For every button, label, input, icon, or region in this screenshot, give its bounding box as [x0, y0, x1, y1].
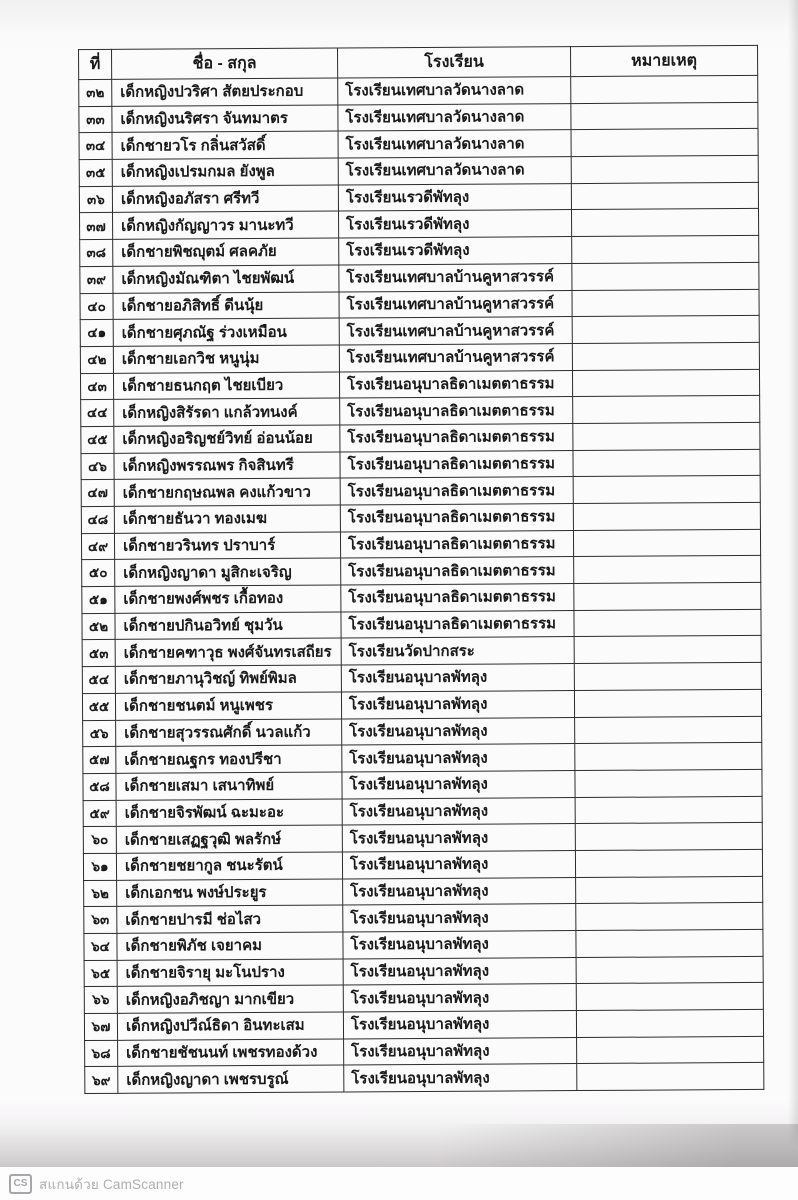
table-row — [81, 529, 760, 560]
remark-cell — [576, 1009, 763, 1037]
student-name: เด็กชายคฑาวุธ พงศ์จันทรเสถียร — [115, 638, 341, 666]
student-name: เด็กชายวโร กลิ่นสวัสดิ์ — [112, 131, 338, 159]
school-name: โรงเรียนอนุบาลพัทลุง — [342, 744, 575, 772]
student-name: เด็กชายสุวรรณศักดิ์ นวลแก้ว — [116, 718, 342, 746]
school-name: โรงเรียนเรวดีพัทลุง — [339, 237, 572, 265]
student-name: เด็กหญิงปวริศา สัตยประกอบ — [112, 78, 338, 106]
student-name: เด็กชายชนตม์ หนูเพชร — [115, 692, 341, 720]
remark-cell — [575, 823, 762, 851]
table-row — [84, 983, 763, 1014]
remark-cell — [576, 983, 763, 1011]
row-number: ๖๙ — [85, 1067, 118, 1094]
school-name: โรงเรียนเทศบาลบ้านคูหาสวรรค์ — [339, 343, 572, 371]
row-number: ๔๖ — [81, 453, 114, 480]
school-name: โรงเรียนอนุบาลพัทลุง — [344, 1064, 577, 1092]
student-name: เด็กหญิงอริญชย์วิทย์ อ่อนน้อย — [114, 425, 340, 453]
school-name: โรงเรียนอนุบาลพัทลุง — [342, 824, 575, 852]
remark-cell — [573, 502, 760, 530]
student-name: เด็กชายณฐกร ทองปรีชา — [116, 745, 342, 773]
row-number: ๔๙ — [81, 533, 114, 560]
row-number: ๖๔ — [84, 933, 117, 960]
table-row — [80, 209, 759, 240]
student-name: เด็กชายพิภัช เจยาคม — [117, 932, 343, 960]
student-name: เด็กหญิงญาดา มูสิกะเจริญ — [115, 558, 341, 586]
student-name: เด็กชายปกินอวิทย์ ชุมวัน — [115, 612, 341, 640]
row-number: ๖๑ — [83, 853, 116, 880]
camscanner-watermark — [0, 1167, 798, 1200]
table-row — [82, 689, 761, 720]
student-name: เด็กหญิงนริศรา จันทมาตร — [112, 105, 338, 133]
school-name: โรงเรียนอนุบาลธิดาเมตตาธรรม — [340, 397, 573, 425]
school-name: โรงเรียนอนุบาลพัทลุง — [344, 1037, 577, 1065]
camscanner-logo-icon: CS — [9, 1174, 32, 1194]
remark-cell — [574, 636, 761, 664]
student-name: เด็กหญิงกัญญาวร มานะทวี — [113, 211, 339, 239]
table-row — [82, 636, 761, 667]
school-name: โรงเรียนเทศบาลบ้านคูหาสวรรค์ — [339, 290, 572, 318]
school-name: โรงเรียนอนุบาลพัทลุง — [343, 957, 576, 985]
table-row — [82, 663, 761, 694]
table-row — [84, 1009, 763, 1040]
row-number: ๓๘ — [80, 239, 113, 266]
col-header-number: ที่ — [79, 49, 112, 79]
school-name: โรงเรียนอนุบาลธิดาเมตตาธรรม — [341, 557, 574, 585]
row-number: ๓๗ — [80, 213, 113, 240]
school-name: โรงเรียนอนุบาลธิดาเมตตาธรรม — [341, 610, 574, 638]
row-number: ๕๓ — [82, 640, 115, 667]
table-row — [85, 1036, 764, 1067]
student-name: เด็กชายเสฏฐวุฒิ พลรักษ์ — [116, 825, 342, 853]
student-name: เด็กชายศุภณัฐ ร่วงเหมือน — [113, 318, 339, 346]
col-header-note: หมายเหตุ — [571, 45, 758, 76]
table-row — [79, 182, 758, 213]
remark-cell — [576, 876, 763, 904]
student-name: เด็กชายพงศ์พชร เกื้อทอง — [115, 585, 341, 613]
remark-cell — [577, 1036, 764, 1064]
student-name: เด็กหญิงพรรณพร กิจสินทรี — [114, 452, 340, 480]
row-number: ๓๓ — [79, 106, 112, 133]
student-name: เด็กเอกชน พงษ์ประยูร — [117, 879, 343, 907]
table-row — [85, 1063, 764, 1094]
table-row — [83, 849, 762, 880]
table-row — [82, 556, 761, 587]
col-header-school: โรงเรียน — [338, 47, 571, 78]
row-number: ๕๕ — [82, 693, 115, 720]
remark-cell — [574, 582, 761, 610]
table-row — [82, 609, 761, 640]
table-row — [81, 422, 760, 453]
remark-cell — [573, 422, 760, 450]
student-name: เด็กหญิงญาดา เพชรบรูณ์ — [118, 1065, 344, 1093]
row-number: ๔๓ — [80, 373, 113, 400]
student-name: เด็กหญิงอภัสรา ศรีทวี — [112, 185, 338, 213]
row-number: ๖๒ — [84, 880, 117, 907]
school-name: โรงเรียนอนุบาลพัทลุง — [343, 904, 576, 932]
remark-cell — [574, 663, 761, 691]
student-name: เด็กหญิงปวีณ์ธิดา อินทะเสม — [117, 1012, 343, 1040]
table-row — [80, 316, 759, 347]
remark-cell — [573, 449, 760, 477]
table-row — [81, 476, 760, 507]
table-row — [80, 369, 759, 400]
remark-cell — [575, 849, 762, 877]
remark-cell — [576, 903, 763, 931]
row-number: ๕๘ — [83, 773, 116, 800]
row-number: ๖๘ — [85, 1040, 118, 1067]
school-name: โรงเรียนอนุบาลพัทลุง — [343, 984, 576, 1012]
table-row — [80, 262, 759, 293]
table-row — [79, 102, 758, 133]
row-number: ๖๖ — [84, 987, 117, 1014]
row-number: ๔๔ — [81, 400, 114, 427]
student-name: เด็กหญิงเปรมกมล ยังพูล — [112, 158, 338, 186]
table-row — [79, 129, 758, 160]
remark-cell — [577, 1063, 764, 1091]
school-name: โรงเรียนอนุบาลพัทลุง — [343, 877, 576, 905]
remark-cell — [571, 102, 758, 130]
table-row — [81, 502, 760, 533]
school-name: โรงเรียนเทศบาลวัดนางลาด — [338, 157, 571, 185]
remark-cell — [574, 609, 761, 637]
table-row — [83, 716, 762, 747]
table-row — [81, 396, 760, 427]
row-number: ๕๗ — [83, 747, 116, 774]
school-name: โรงเรียนเทศบาลบ้านคูหาสวรรค์ — [339, 263, 572, 291]
remark-cell — [573, 529, 760, 557]
student-name: เด็กชายพิชญุตม์ ศลคภัย — [113, 238, 339, 266]
school-name: โรงเรียนเรวดีพัทลุง — [338, 183, 571, 211]
table-row — [79, 75, 758, 106]
remark-cell — [575, 796, 762, 824]
student-name: เด็กชายจิรายุ มะโนปราง — [117, 959, 343, 987]
row-number: ๕๐ — [82, 560, 115, 587]
student-name: เด็กหญิงสิรัรดา แกล้วทนงค์ — [114, 398, 340, 426]
remark-cell — [571, 75, 758, 103]
school-name: โรงเรียนวัดปากสระ — [341, 637, 574, 665]
school-name: โรงเรียนอนุบาลธิดาเมตตาธรรม — [340, 450, 573, 478]
student-name: เด็กชายจิรพัฒน์ ฉะมะอะ — [116, 799, 342, 827]
school-name: โรงเรียนอนุบาลธิดาเมตตาธรรม — [340, 504, 573, 532]
remark-cell — [571, 129, 758, 157]
table-row — [80, 342, 759, 373]
row-number: ๔๒ — [80, 346, 113, 373]
remark-cell — [574, 556, 761, 584]
col-header-name: ชื่อ - สกุล — [112, 48, 338, 79]
row-number: ๕๔ — [82, 666, 115, 693]
table-body — [79, 75, 764, 1093]
student-name: เด็กหญิงอภิชญา มากเขียว — [117, 985, 343, 1013]
row-number: ๖๓ — [84, 907, 117, 934]
table-row — [83, 796, 762, 827]
student-name: เด็กชายวรินทร ปราบาร์ — [114, 532, 340, 560]
student-table — [78, 45, 764, 1094]
school-name: โรงเรียนเทศบาลวัดนางลาด — [338, 77, 571, 105]
school-name: โรงเรียนอนุบาลพัทลุง — [342, 717, 575, 745]
row-number: ๖๕ — [84, 960, 117, 987]
table-row — [80, 289, 759, 320]
table-header-row — [79, 45, 758, 79]
student-name: เด็กชายกฤษณพล คงแก้วขาว — [114, 478, 340, 506]
remark-cell — [575, 716, 762, 744]
school-name: โรงเรียนอนุบาลธิดาเมตตาธรรม — [340, 530, 573, 558]
school-name: โรงเรียนเทศบาลบ้านคูหาสวรรค์ — [339, 317, 572, 345]
school-name: โรงเรียนอนุบาลธิดาเมตตาธรรม — [340, 477, 573, 505]
remark-cell — [571, 209, 758, 237]
student-name: เด็กชายชยากูล ชนะรัตน์ — [116, 852, 342, 880]
school-name: โรงเรียนเทศบาลวัดนางลาด — [338, 130, 571, 158]
row-number: ๔๕ — [81, 426, 114, 453]
remark-cell — [572, 262, 759, 290]
remark-cell — [572, 369, 759, 397]
row-number: ๔๑ — [80, 320, 113, 347]
school-name: โรงเรียนเรวดีพัทลุง — [339, 210, 572, 238]
school-name: โรงเรียนอนุบาลพัทลุง — [343, 1011, 576, 1039]
school-name: โรงเรียนอนุบาลธิดาเมตตาธรรม — [341, 584, 574, 612]
student-name: เด็กชายอภิสิทธิ์ ดีนนุ้ย — [113, 291, 339, 319]
student-name: เด็กชายธันวา ทองเมฆ — [114, 505, 340, 533]
row-number: ๕๖ — [83, 720, 116, 747]
school-name: โรงเรียนอนุบาลพัทลุง — [341, 664, 574, 692]
remark-cell — [572, 342, 759, 370]
remark-cell — [572, 289, 759, 317]
remark-cell — [571, 155, 758, 183]
remark-cell — [572, 316, 759, 344]
row-number: ๖๐ — [83, 827, 116, 854]
row-number: ๕๑ — [82, 586, 115, 613]
row-number: ๔๘ — [81, 506, 114, 533]
student-name: เด็กชายธนกฤต ไชยเบียว — [113, 372, 339, 400]
table-row — [81, 449, 760, 480]
scan-edge-shadow — [788, 0, 798, 1165]
row-number: ๕๙ — [83, 800, 116, 827]
remark-cell — [574, 689, 761, 717]
table-row — [80, 236, 759, 267]
table-row — [83, 823, 762, 854]
student-name: เด็กชายเอกวิช หนูนุ่ม — [113, 345, 339, 373]
remark-cell — [576, 956, 763, 984]
remark-cell — [576, 929, 763, 957]
table-row — [84, 929, 763, 960]
school-name: โรงเรียนอนุบาลธิดาเมตตาธรรม — [340, 423, 573, 451]
row-number: ๖๗ — [84, 1013, 117, 1040]
table-row — [82, 582, 761, 613]
watermark-text: สแกนด้วย CamScanner — [39, 1176, 184, 1192]
row-number: ๓๔ — [79, 133, 112, 160]
table-row — [83, 769, 762, 800]
remark-cell — [575, 743, 762, 771]
row-number: ๕๒ — [82, 613, 115, 640]
remark-cell — [573, 396, 760, 424]
row-number: ๓๕ — [79, 159, 112, 186]
table-row — [83, 743, 762, 774]
row-number: ๓๖ — [79, 186, 112, 213]
row-number: ๔๐ — [80, 293, 113, 320]
table-row — [79, 155, 758, 186]
school-name: โรงเรียนอนุบาลพัทลุง — [342, 770, 575, 798]
row-number: ๓๒ — [79, 79, 112, 106]
table-row — [84, 876, 763, 907]
remark-cell — [572, 236, 759, 264]
table-row — [84, 956, 763, 987]
school-name: โรงเรียนอนุบาลธิดาเมตตาธรรม — [339, 370, 572, 398]
row-number: ๔๗ — [81, 480, 114, 507]
school-name: โรงเรียนเทศบาลวัดนางลาด — [338, 103, 571, 131]
school-name: โรงเรียนอนุบาลพัทลุง — [341, 690, 574, 718]
scan-shadow-band — [0, 1124, 798, 1168]
school-name: โรงเรียนอนุบาลพัทลุง — [342, 797, 575, 825]
remark-cell — [573, 476, 760, 504]
student-name: เด็กหญิงมัณฑิตา ไชยพัฒน์ — [113, 265, 339, 293]
school-name: โรงเรียนอนุบาลพัทลุง — [343, 931, 576, 959]
student-name: เด็กชายภานุวิชญ์ ทิพย์พิมล — [115, 665, 341, 693]
row-number: ๓๙ — [80, 266, 113, 293]
remark-cell — [571, 182, 758, 210]
student-name: เด็กชายชัชนนท์ เพชรทองด้วง — [118, 1039, 344, 1067]
remark-cell — [575, 769, 762, 797]
student-name: เด็กชายเสมา เสนาทิพย์ — [116, 772, 342, 800]
table-row — [84, 903, 763, 934]
student-name: เด็กชายปารมี ช่อไสว — [117, 905, 343, 933]
school-name: โรงเรียนอนุบาลพัทลุง — [342, 850, 575, 878]
